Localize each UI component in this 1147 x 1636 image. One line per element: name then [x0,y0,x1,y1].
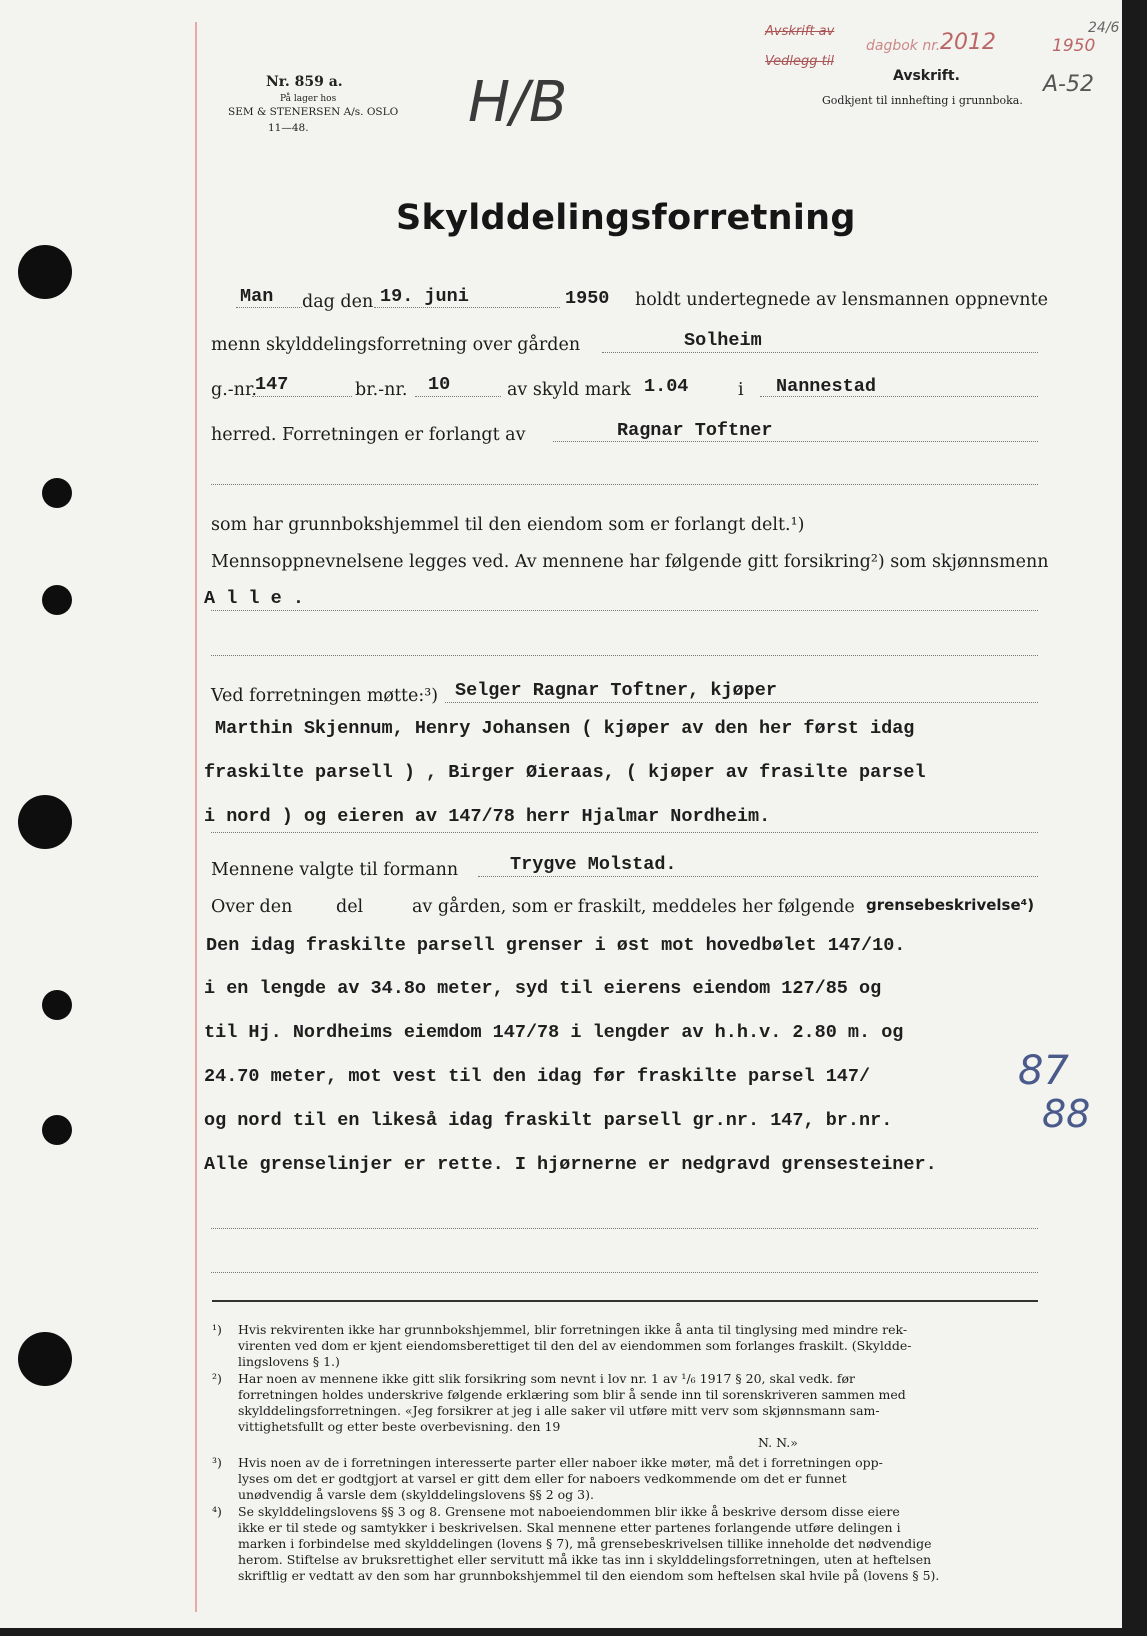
annotation-avskrift-av: Avskrift av [765,24,835,39]
grensebeskrivelse-label: grensebeskrivelse⁴) [866,896,1035,914]
form-number: Nr. 859 a. [266,74,343,90]
farm-name: Solheim [684,330,762,351]
publisher-line: 11—48. [268,122,309,134]
i-label: i [738,380,744,400]
footnote-separator [212,1300,1038,1302]
grunnbok-text: som har grunnbokshjemmel til den eiendom som er forlangt delt.¹) [211,515,805,535]
handwritten-88: 88 [1042,1092,1091,1136]
forsikring-value: A l l e . [204,588,304,609]
footnote-3: ³) Hvis noen av de i forretningen interesserte parter eller naboer ikke møter, må det i forretningen opp- lyses om det er godtgjort at varsel er gitt dem eller for naboers vedkommende om det er funnet unødvendig å varsle dem (skylddelingslovens §§ 2 og 3). [212,1455,883,1502]
skyld-label: av skyld mark [507,380,631,400]
mote-line: i nord ) og eieren av 147/78 herr Hjalmar Nordheim. [204,806,771,827]
footnote-4: ⁴) Se skylddelingslovens §§ 3 og 8. Grensene mot naboeiendommen blir ikke å beskrive dersom disse eiere ikke er til stede og samtykker i beskrivelsen. Skal mennene etter partenes forlangende utføre delingen i marken i forbindelse med skylddelingen (lovens § 7), må grensebeskrivelsen tillike inneholde det nødvendige herom. Stiftelse av bruksrettighet eller servitutt må ikke tas inn i skylddelingsforretningen, uten at heftelsen skriftlig er vedtatt av den som har grunnbokshjemmel til den eiendom som heftelsen skal hvile på (lovens § 5). [212,1504,940,1583]
avskrift-label: Avskrift. [893,68,960,84]
mote-label: Ved forretningen møtte:³) [211,686,439,706]
margin-rule [195,22,197,1612]
handwritten-initials: H/B [468,70,568,135]
mote-line: fraskilte parsell ) , Birger Øieraas, ( kjøper av frasilte parsel [204,762,926,783]
formann-name: Trygve Molstad. [510,854,677,875]
publisher-line: SEM & STENERSEN A/s. OSLO [228,106,399,118]
grense-line: og nord til en likeså idag fraskilt parsell gr.nr. 147, br.nr. [204,1110,893,1131]
punch-hole [18,245,72,299]
line1-rest: holdt undertegnede av lensmannen oppnevnte [635,290,1048,310]
bnr-value: 10 [428,374,451,395]
requester-name: Ragnar Toftner [617,420,773,441]
corner-note: 24/6 [1088,20,1120,36]
punch-hole [18,1332,72,1386]
dagbok-number: 2012 [940,30,996,55]
punch-hole [42,990,72,1020]
punch-hole [42,1115,72,1145]
gnr-value: 147 [255,374,289,395]
punch-hole [42,478,72,508]
date-value: 19. juni [380,286,469,307]
publisher-line: På lager hos [280,94,337,104]
dag-den-label: dag den [302,292,374,312]
grense-line: Alle grenselinjer er rette. I hjørnerne er nedgravd grensesteiner. [204,1154,937,1175]
grense-line: i en lengde av 34.8o meter, syd til eierens eiendom 127/85 og [204,978,882,999]
gnr-label: g.-nr. [211,380,257,400]
page-title: Skylddelingsforretning [396,198,856,238]
over-label-rest: av gården, som er fraskilt, meddeles her følgende [412,897,855,917]
del-label: del [336,897,364,917]
grense-line: Den idag fraskilte parsell grenser i øst mot hovedbølet 147/10. [206,935,906,956]
mote-line: Selger Ragnar Toftner, kjøper [455,680,777,701]
over-label: Over den [211,897,293,917]
grense-line: 24.70 meter, mot vest til den idag før fraskilte parsel 147/ [204,1066,871,1087]
annotation-dagbok-label: dagbok nr. [866,38,941,54]
line2-text: menn skylddelingsforretning over gården [211,335,581,355]
dagbok-year: 1950 [1052,36,1096,56]
mennsoppnevnelse-text: Mennsoppnevnelsene legges ved. Av mennene har følgende gitt forsikring²) som skjønnsmenn [211,552,1049,572]
punch-hole [18,795,72,849]
skyld-value: 1.04 [644,376,689,397]
handwritten-87: 87 [1018,1048,1069,1094]
formann-label: Mennene valgte til formann [211,860,459,880]
bnr-label: br.-nr. [355,380,408,400]
footnote-2: ²) Har noen av mennene ikke gitt slik forsikring som nevnt i lov nr. 1 av ¹/₆ 1917 § 20, skal vedk. før forretningen holdes underskrive følgende erklæring som blir å sende inn til sorenskriveren sammen med skylddelingsforretningen. «Jeg forsikrer at jeg i alle saker vil utføre mitt verv som skjønnsmann sam- vittighetsfullt og etter beste overbevisning. den 19 N. N.» [212,1371,906,1450]
herred-value: Nannestad [776,376,876,397]
annotation-vedlegg: Vedlegg til [765,54,834,69]
punch-hole [42,585,72,615]
mote-line: Marthin Skjennum, Henry Johansen ( kjøper av den her først idag [215,718,915,739]
footnote-1: ¹) Hvis rekvirenten ikke har grunnbokshjemmel, blir forretningen ikke å anta til tinglysing med mindre rek- virenten ved dom er kjent eiendomsberettiget til den del av eiendommen som forlanges fraskilt. (Skyldde- lingslovens § 1.) [212,1322,912,1369]
godkjent-text: Godkjent til innhefting i grunnboka. [822,94,1023,107]
line4-text: herred. Forretningen er forlangt av [211,425,526,445]
grense-line: til Hj. Nordheims eiemdom 147/78 i lengder av h.h.v. 2.80 m. og [204,1022,904,1043]
year-value: 1950 [565,288,610,309]
reference-code: A-52 [1043,72,1094,97]
weekday: Man [240,286,274,307]
